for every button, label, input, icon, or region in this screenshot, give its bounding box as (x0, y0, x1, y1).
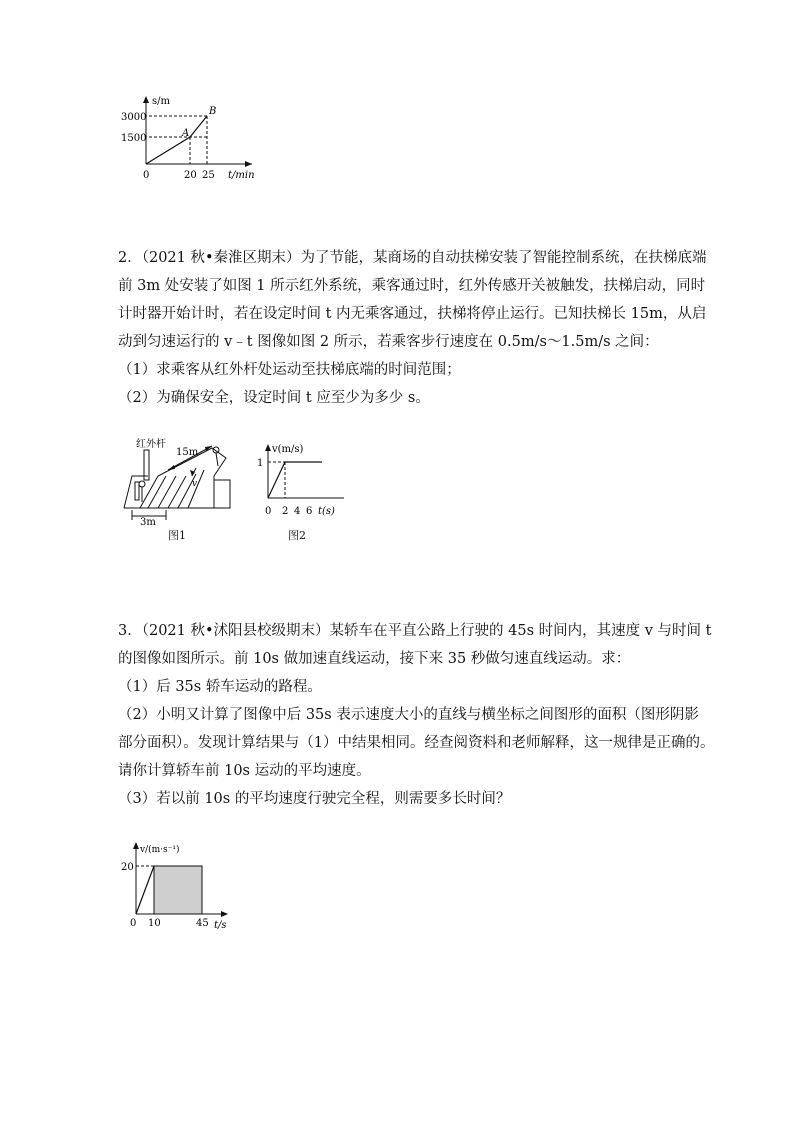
q3-x-tick-45: 45 (196, 918, 209, 929)
vt-graph-fig2 (252, 440, 352, 520)
q3-subquestion-2: （2）小明又计算了图像中后 35s 表示速度大小的直线与横坐标之间图形的面积（图形阴影 (118, 707, 699, 723)
fig2-x-tick-0: 0 (265, 506, 272, 517)
fig2-y-axis-label: v(m/s) (272, 444, 304, 455)
question-2-text (118, 244, 707, 412)
q2-line: 计时器开始计时，若在设定时间 t 内无乘客通过，扶梯将停止运行。已知扶梯长 15m，从启 (118, 306, 707, 322)
fig2-y-tick-1: 1 (257, 458, 264, 469)
st-y-tick-3000: 3000 (121, 112, 147, 123)
q3-subquestion-3: （3）若以前 10s 的平均速度行驶完全程，则需要多长时间？ (118, 791, 511, 807)
fig2-x-axis-label: t(s) (318, 506, 335, 517)
q3-line: 的图像如图所示。前 10s 做加速直线运动，接下来 35 秒做匀速直线运动。求： (118, 651, 631, 667)
q3-x-tick-10: 10 (148, 918, 161, 929)
figure-2-caption: 图2 (288, 529, 306, 542)
fig2-x-tick-2: 2 (282, 506, 289, 517)
st-x-tick-20: 20 (184, 170, 197, 181)
q3-line: 部分面积）。发现计算结果与（1）中结果相同。经查阅资料和老师解释，这一规律是正确的。 (118, 735, 715, 751)
q2-line: 2．（2021 秋•秦淮区期末）为了节能，某商场的自动扶梯安装了智能控制系统，在扶梯底端 (118, 250, 707, 266)
escalator-label-v: v (192, 479, 198, 489)
q3-subquestion-1: （1）后 35s 轿车运动的路程。 (118, 679, 322, 695)
q3-x-axis-label: t/s (214, 920, 227, 930)
fig2-x-tick-6: 6 (306, 506, 313, 517)
st-x-axis-label: t/min (228, 170, 255, 181)
escalator-label-distance: 3m (140, 517, 156, 526)
question-3-text (118, 617, 715, 813)
escalator-diagram (118, 436, 243, 526)
escalator-label-length: 15m (176, 447, 199, 458)
q3-y-tick-20: 20 (121, 862, 134, 873)
st-graph (112, 92, 272, 187)
q2-line: 前 3m 处安装了如图 1 所示红外系统，乘客通过时，红外传感开关被触发，扶梯启动，同时 (118, 278, 706, 294)
figure-1-caption: 图1 (168, 529, 186, 542)
q2-subquestion-2: （2）为确保安全，设定时间 t 应至少为多少 s。 (118, 390, 430, 406)
shaded-area (154, 866, 202, 914)
q3-x-tick-0: 0 (130, 918, 137, 929)
st-origin: 0 (143, 170, 150, 181)
fig2-x-tick-4: 4 (294, 506, 301, 517)
st-point-a: A (182, 128, 190, 139)
q2-subquestion-1: （1）求乘客从红外杆处运动至扶梯底端的时间范围； (118, 362, 461, 378)
q3-line: 请你计算轿车前 10s 运动的平均速度。 (118, 763, 371, 779)
vt-graph-q3 (118, 838, 238, 930)
q3-line: 3．（2021 秋•沭阳县校级期末）某轿车在平直公路上行驶的 45s 时间内，其速度 v 与时间 t (118, 623, 712, 639)
st-point-b: B (209, 106, 217, 117)
escalator-label-rod: 红外杆 (136, 439, 166, 450)
st-y-tick-1500: 1500 (121, 133, 147, 144)
q2-line: 动到匀速运行的 v﹣t 图像如图 2 所示，若乘客步行速度在 0.5m/s～1.5m/s 之间： (118, 334, 659, 350)
st-y-axis-label: s/m (152, 96, 170, 107)
q3-y-axis-label: v/(m·s⁻¹) (140, 845, 180, 855)
st-x-tick-25: 25 (202, 170, 215, 181)
